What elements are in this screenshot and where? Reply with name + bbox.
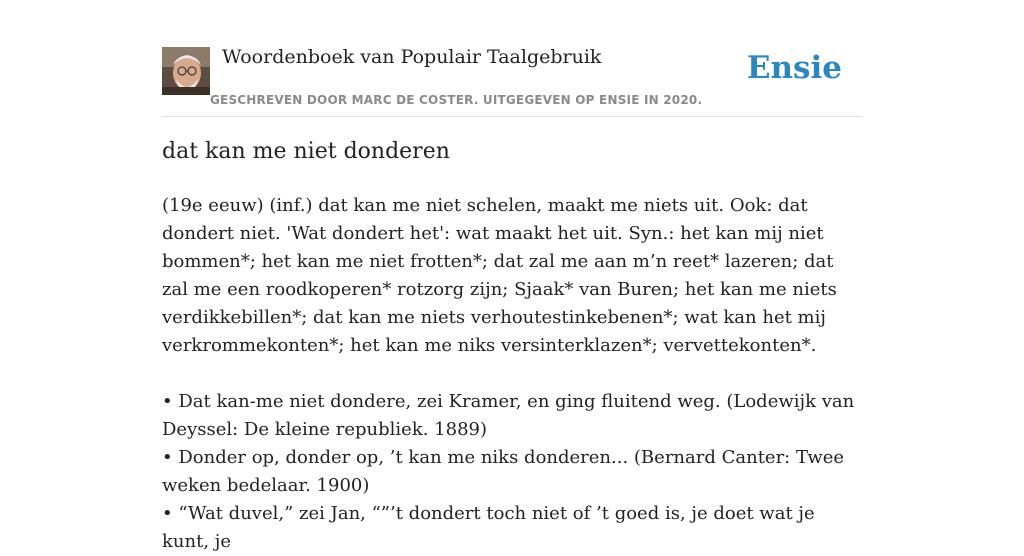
entry-body <box>162 192 862 556</box>
author-byline: GESCHREVEN DOOR MARC DE COSTER. UITGEGEVEN OP ENSIE IN 2020. <box>210 93 703 107</box>
definition-text: (19e eeuw) (inf.) dat kan me niet schelen, maakt me niets uit. Ook: dat dondert niet. 'Wat dondert het': wat maakt het uit. Syn.: het kan mij niet bommen*; het kan me niet frotten*; dat zal me aan m’n reet* lazeren; dat zal me een roodkoperen* rotzorg zijn; Sjaak* van Buren; het kan me niets verdikkebillen*; dat kan me niets verhoutestinkebenen*; wat kan het mij verkrommekonten*; het kan me niks versinterklazen*; vervettekonten*. <box>162 195 837 356</box>
ensie-logo[interactable]: Ensie <box>746 50 842 86</box>
source-title[interactable]: Woordenboek van Populair Taalgebruik <box>222 46 602 68</box>
author-avatar[interactable] <box>162 47 210 95</box>
citation-2: • Donder op, donder op, ’t kan me niks donderen... (Bernard Canter: Twee weken bedelaar. 1900) <box>162 447 845 496</box>
citation-1: • Dat kan-me niet dondere, zei Kramer, en ging fluitend weg. (Lodewijk van Deyssel: De kleine republiek. 1889) <box>162 391 855 440</box>
avatar-photo-icon <box>162 47 210 95</box>
source-header <box>162 46 862 117</box>
citation-3: • “Wat duvel,” zei Jan, “”’t dondert toch niet of ’t goed is, je doet wat je kunt, je <box>162 503 815 552</box>
entry-title: dat kan me niet donderen <box>162 139 450 164</box>
